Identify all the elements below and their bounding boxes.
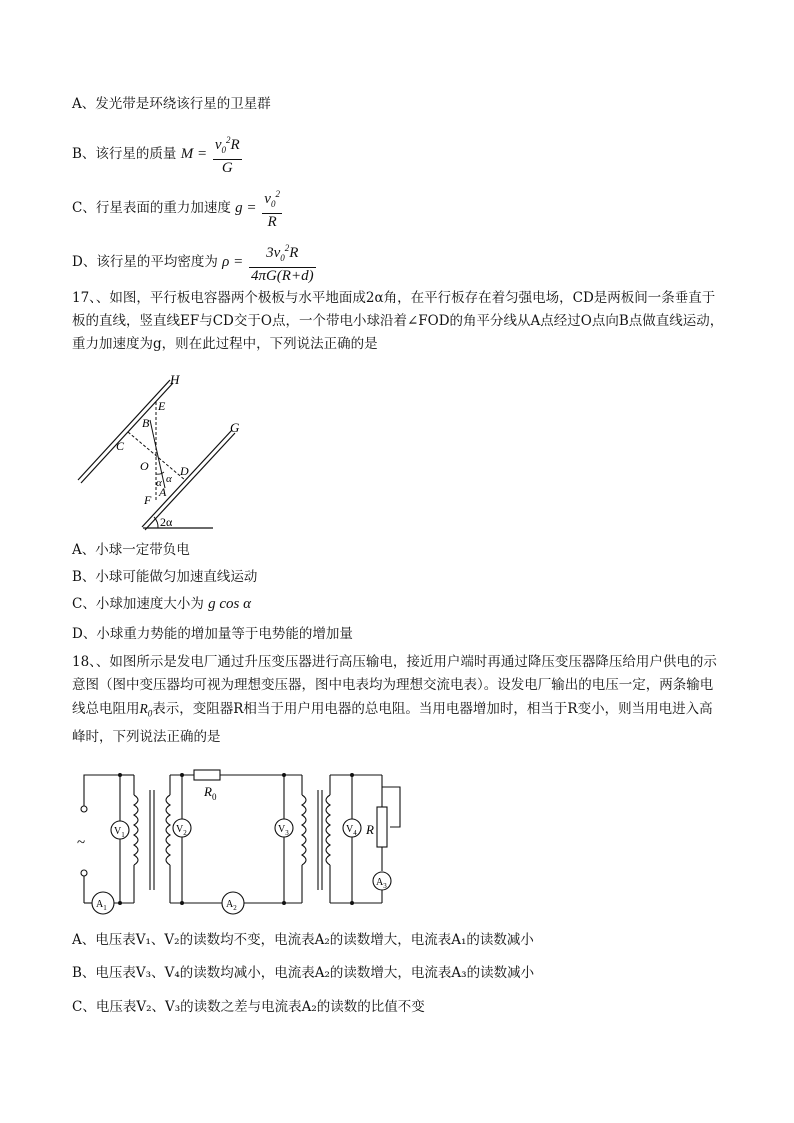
label-a: A xyxy=(159,485,167,499)
meter-v2-label: $V_2$ xyxy=(176,824,187,837)
q18-r0-symbol: $R_0$ xyxy=(139,701,153,719)
label-g: G xyxy=(230,420,240,435)
q17-figure xyxy=(70,370,240,535)
q18-stem xyxy=(72,651,724,749)
q17-option-c-formula: g cos α xyxy=(208,596,252,612)
label-b: B xyxy=(142,416,150,430)
meter-v3-label: $V_3$ xyxy=(278,824,289,837)
label-c: C xyxy=(116,439,125,453)
q17-option-d: D、小球重力势能的增加量等于电势能的增加量 xyxy=(72,626,353,642)
label-alpha-1: α xyxy=(156,477,162,489)
ac-source-symbol: ~ xyxy=(77,835,86,851)
label-e: E xyxy=(158,399,166,413)
label-2alpha: 2α xyxy=(160,515,173,529)
q18-stem-part2: 表示，变阻器R相当于用户用电器的总电阻。当用电器增加时，相当于R变小，则当用电进入高峰时，下列说法正确的是 xyxy=(72,701,713,745)
q18-option-b: B、电压表V₃、V₄的读数均减小，电流表A₂的读数增大，电流表A₃的读数减小 xyxy=(72,965,535,981)
q16-option-d xyxy=(72,240,318,285)
q17-option-b: B、小球可能做匀加速直线运动 xyxy=(72,569,258,585)
label-o: O xyxy=(140,459,149,473)
q16-option-b-text: B、该行星的质量 xyxy=(72,145,177,162)
q16-option-a: A、发光带是环绕该行星的卫星群 xyxy=(72,96,271,112)
resistor-r0-label: $R_0$ xyxy=(204,784,217,802)
q18-stem-part1: 18、、如图所示是发电厂通过升压变压器进行高压输电，接近用户端时再通过降压变压器降压给用户供电的示意图（图中变压器均可视为理想变压器，图中电表均为理想交流电表）。设发电厂输出的电压一定，两条输电线总电阻用 xyxy=(72,654,717,717)
q16-option-d-text: D、该行星的平均密度为 xyxy=(72,253,218,270)
q16-option-b-formula: M = $\frac{v_0^2R}{G}$ xyxy=(181,146,244,162)
rheostat-r-label: R xyxy=(366,822,374,837)
meter-a1-label: $A_1$ xyxy=(96,899,107,912)
q17-option-a: A、小球一定带负电 xyxy=(72,542,190,558)
q16-option-b xyxy=(72,132,244,177)
meter-v1-label: $V_1$ xyxy=(114,826,125,839)
meter-a2-label: $A_2$ xyxy=(226,899,237,912)
q16-option-c-text: C、行星表面的重力加速度 xyxy=(72,199,231,216)
label-h: H xyxy=(170,372,180,387)
q17-option-c-text: C、小球加速度大小为 xyxy=(72,596,204,612)
q17-option-c xyxy=(72,594,251,614)
q16-option-c xyxy=(72,186,284,231)
meter-a3-label: $A_3$ xyxy=(376,877,387,890)
label-f: F xyxy=(144,493,152,507)
q16-option-d-formula: ρ = $\frac{3v_0^2R}{4\pi G(R+d)}$ xyxy=(222,254,317,270)
meter-v4-label: $V_4$ xyxy=(346,824,357,837)
q18-option-a: A、电压表V₁、V₂的读数均不变，电流表A₂的读数增大，电流表A₁的读数减小 xyxy=(72,932,534,948)
label-d: D xyxy=(180,464,189,478)
label-alpha-2: α xyxy=(166,473,172,485)
q18-circuit-figure xyxy=(72,765,422,915)
q16-option-c-formula: g = $\frac{v_0^2}{R}$ xyxy=(235,200,284,216)
q17-stem: 17、、如图，平行板电容器两个极板与水平地面成2α角，在平行板存在着匀强电场，CD是两板间一条垂直于板的直线，竖直线EF与CD交于O点，一个带电小球沿着∠FOD的角平分线从A点经过O点向B点做直线运动，重力加速度为g，则在此过程中，下列说法正确的是 xyxy=(72,290,724,352)
q18-option-c: C、电压表V₂、V₃的读数之差与电流表A₂的读数的比值不变 xyxy=(72,999,425,1015)
